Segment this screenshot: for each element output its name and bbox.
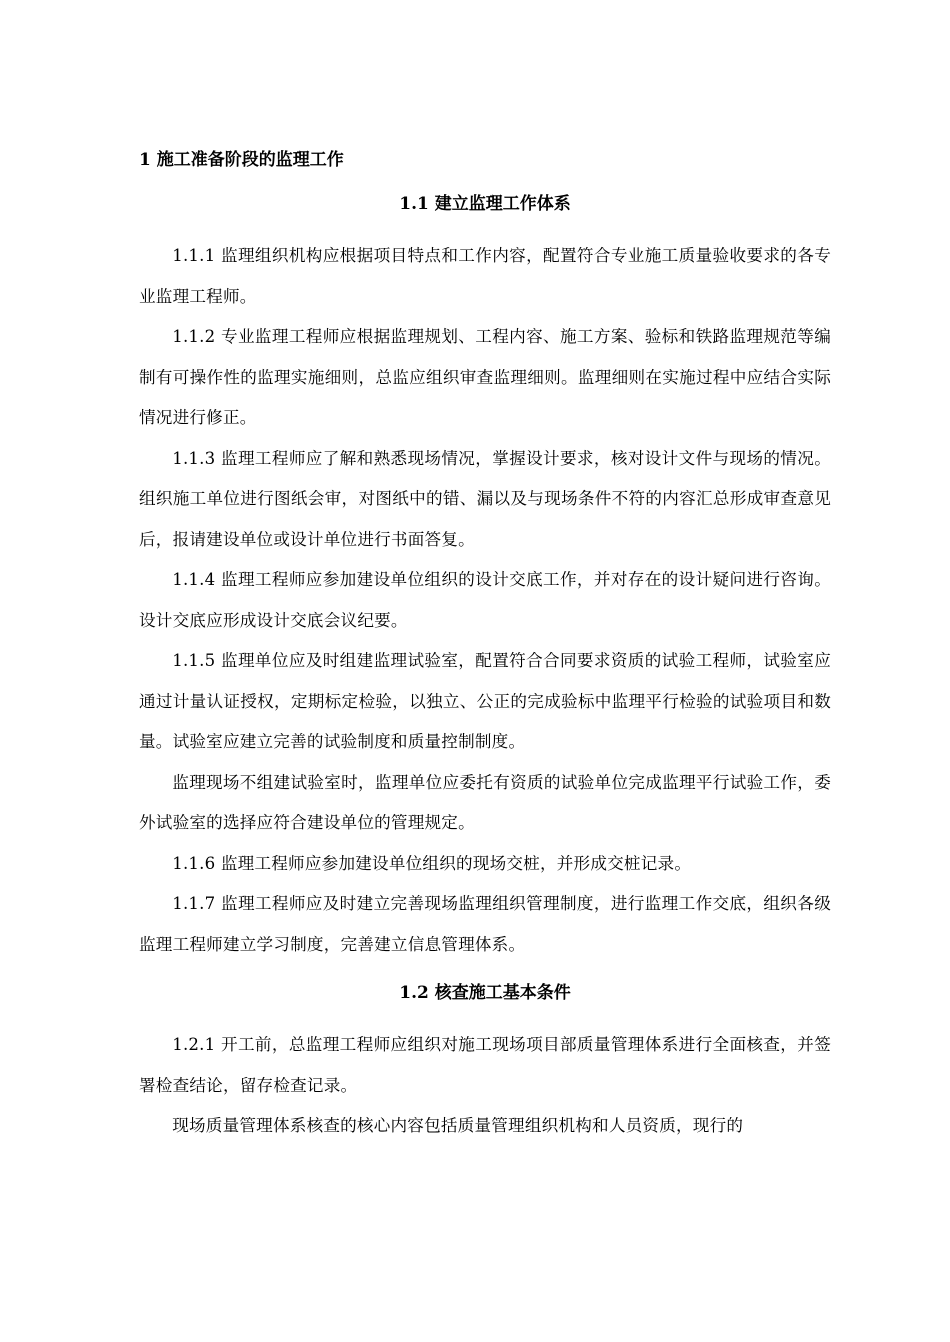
paragraph-1-1-7: 1.1.7 监理工程师应及时建立完善现场监理组织管理制度，进行监理工作交底，组织各级监理工程师建立学习制度，完善建立信息管理体系。 (139, 894, 831, 954)
paragraph-1-1-2: 1.1.2 专业监理工程师应根据监理规划、工程内容、施工方案、验标和铁路监理规范等编制有可操作性的监理实施细则，总监应组织审查监理细则。监理细则在实施过程中应结合实际情况进行修正。 (139, 327, 831, 427)
paragraph-1-1-5-note: 监理现场不组建试验室时，监理单位应委托有资质的试验单位完成监理平行试验工作，委外试验室的选择应符合建设单位的管理规定。 (139, 772, 831, 832)
paragraph-1-1-4: 1.1.4 监理工程师应参加建设单位组织的设计交底工作，并对存在的设计疑问进行咨询。设计交底应形成设计交底会议纪要。 (139, 570, 831, 630)
paragraph-1-1-5: 1.1.5 监理单位应及时组建监理试验室，配置符合合同要求资质的试验工程师，试验室应通过计量认证授权，定期标定检验，以独立、公正的完成验标中监理平行检验的试验项目和数量。试验室应建立完善的试验制度和质量控制制度。 (139, 651, 831, 751)
paragraph-1-1-1: 1.1.1 监理组织机构应根据项目特点和工作内容，配置符合专业施工质量验收要求的各专业监理工程师。 (139, 246, 831, 306)
paragraph-1-1-3: 1.1.3 监理工程师应了解和熟悉现场情况，掌握设计要求，核对设计文件与现场的情况。组织施工单位进行图纸会审，对图纸中的错、漏以及与现场条件不符的内容汇总形成审查意见后，报请建设单位或设计单位进行书面答复。 (139, 448, 831, 549)
section-heading-1-2: 1.2 核查施工基本条件 (399, 983, 571, 1003)
section-heading-1-1: 1.1 建立监理工作体系 (399, 194, 571, 214)
document-body (139, 140, 831, 1147)
paragraph-1-2-1: 1.2.1 开工前，总监理工程师应组织对施工现场项目部质量管理体系进行全面核查，并签署检查结论，留存检查记录。 (139, 1035, 831, 1095)
paragraph-1-1-6: 1.1.6 监理工程师应参加建设单位组织的现场交桩，并形成交桩记录。 (172, 853, 692, 873)
paragraph-1-2-1-note: 现场质量管理体系核查的核心内容包括质量管理组织机构和人员资质，现行的 (172, 1116, 744, 1135)
chapter-heading: 1 施工准备阶段的监理工作 (139, 150, 344, 170)
